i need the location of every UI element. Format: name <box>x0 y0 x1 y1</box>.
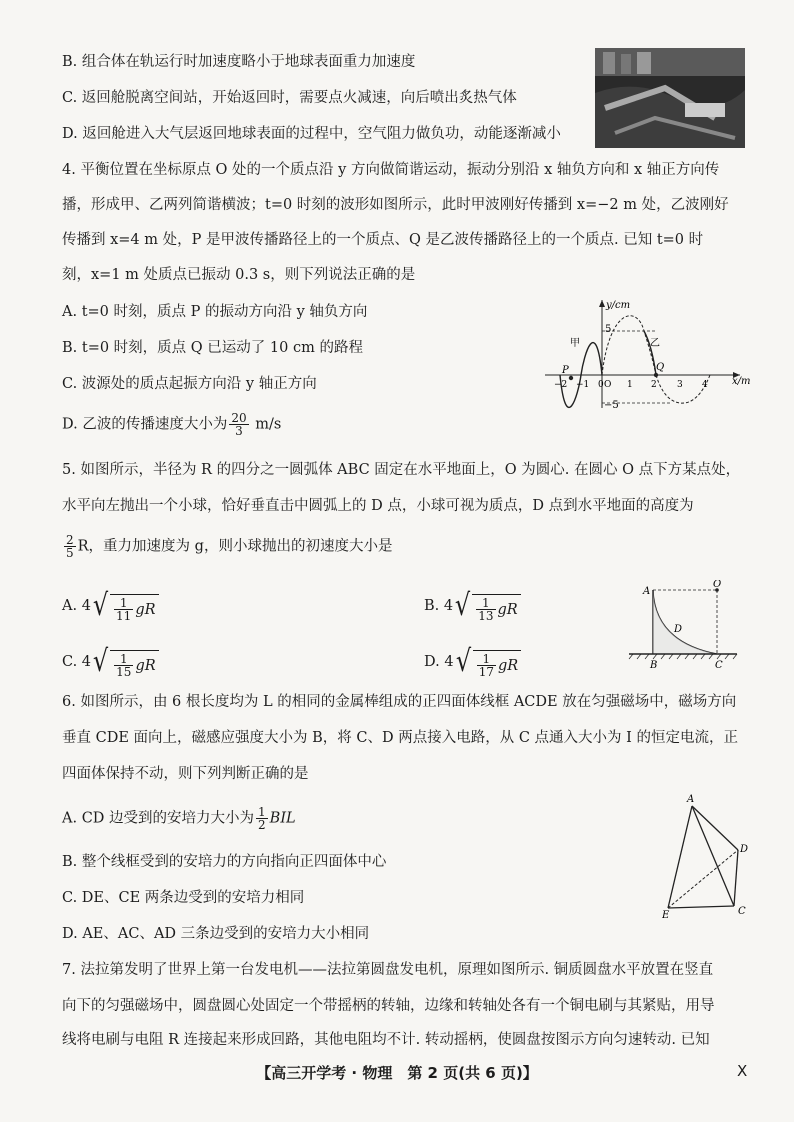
q6-option-d: D. AE、AC、AD 三条边受到的安培力大小相同 <box>62 926 370 942</box>
q6-option-a: A. CD 边受到的安培力大小为 $\frac{1}{2}$ BIL <box>62 805 296 832</box>
q5-stem-line-2: 水平向左抛出一个小球，恰好垂直击中圆弧上的 D 点，小球可视为质点，D 点到水平地面的高度为 <box>62 498 694 514</box>
wave-jia-label: 甲 <box>570 338 580 349</box>
tetra-label-c: C <box>738 906 746 917</box>
arc-label-c: C <box>715 660 723 671</box>
wave-tick: −2 <box>554 380 568 390</box>
wave-tick: 3 <box>677 380 683 390</box>
arc-label-d: D <box>674 624 683 635</box>
q5-option-b: B. 4 √ $\frac{1}{13}$ gR <box>424 590 521 622</box>
q5-stem-line-1: 5. 如图所示，半径为 R 的四分之一圆弧体 ABC 固定在水平地面上，O 为圆心. 在圆心 O 点下方某点处， <box>62 462 741 478</box>
q4-option-a: A. t=0 时刻，质点 P 的振动方向沿 y 轴负方向 <box>62 304 368 320</box>
tetra-label-d: D <box>740 844 749 855</box>
q3-option-c: C. 返回舱脱离空间站，开始返回时，需要点火减速，向后喷出炙热气体 <box>62 90 517 106</box>
q4-stem-line-2: 播，形成甲、乙两列简谐横波；t=0 时刻的波形如图所示，此时甲波刚好传播到 x=−2 m 处，乙波刚好 <box>62 197 729 213</box>
tetra-label-e: E <box>662 910 670 921</box>
wave-point-q: Q <box>656 362 665 373</box>
wave-tick: −1 <box>576 380 590 390</box>
arc-label-o: O <box>713 580 722 590</box>
q5-option-d: D. 4 √ $\frac{1}{17}$ gR <box>424 646 521 678</box>
tetrahedron-diagram <box>662 790 754 922</box>
wave-point-p: P <box>562 365 569 376</box>
wave-y-neg: −5 <box>604 400 619 411</box>
q3-option-d: D. 返回舱进入大气层返回地球表面的过程中，空气阻力做负功，动能逐渐减小 <box>62 126 561 142</box>
q6-option-c: C. DE、CE 两条边受到的安培力相同 <box>62 890 305 906</box>
q4-option-d: D. 乙波的传播速度大小为 $\frac{20}{3}$ m/s <box>62 411 282 438</box>
wave-tick: 2 <box>651 380 657 390</box>
q7-stem-line-3: 线将电刷与电阻 R 连接起来形成回路，其他电阻均不计. 转动摇柄，使圆盘按图示方向匀速转动. 已知 <box>62 1032 710 1048</box>
arc-label-b: B <box>650 660 658 671</box>
q4-stem-line-4: 刻，x=1 m 处质点已振动 0.3 s，则下列说法正确的是 <box>62 267 416 283</box>
q4-stem-line-1: 4. 平衡位置在坐标原点 O 处的一个质点沿 y 方向做简谐运动，振动分别沿 x 轴负方向和 x 轴正方向传 <box>62 162 720 178</box>
arc-label-a: A <box>643 586 651 597</box>
q4-option-c: C. 波源处的质点起振方向沿 y 轴正方向 <box>62 376 317 392</box>
wave-xlabel: x/m <box>732 376 750 387</box>
q6-stem-line-1: 6. 如图所示，由 6 根长度均为 L 的相同的金属棒组成的正四面体线框 ACDE 放在匀强磁场中，磁场方向 <box>62 694 737 710</box>
q4-stem-line-3: 传播到 x=4 m 处，P 是甲波传播路径上的一个质点、Q 是乙波传播路径上的一个质点. 已知 t=0 时 <box>62 232 704 248</box>
q3-option-b: B. 组合体在轨运行时加速度略小于地球表面重力加速度 <box>62 54 416 70</box>
q6-stem-line-2: 垂直 CDE 面向上，磁感应强度大小为 B，将 C、D 两点接入电路，从 C 点通入大小为 I 的恒定电流，正 <box>62 730 738 746</box>
q5-option-c: C. 4 √ $\frac{1}{15}$ gR <box>62 646 159 678</box>
q7-stem-line-2: 向下的匀强磁场中，圆盘圆心处固定一个带摇柄的转轴，边缘和转轴处各有一个铜电刷与其紧贴，用导 <box>62 998 715 1014</box>
page-footer: 【高三开学考 · 物理 第 2 页(共 6 页)】 <box>256 1064 538 1082</box>
q6-option-b: B. 整个线框受到的安培力的方向指向正四面体中心 <box>62 854 387 870</box>
wave-ylabel: y/cm <box>606 300 631 311</box>
arc-diagram <box>625 580 745 672</box>
q7-stem-line-1: 7. 法拉第发明了世界上第一台发电机——法拉第圆盘发电机，原理如图所示. 铜质圆盘水平放置在竖直 <box>62 962 714 978</box>
footer-mark: X <box>737 1062 748 1080</box>
wave-tick: 4 <box>702 380 708 390</box>
q5-option-a: A. 4 √ $\frac{1}{11}$ gR <box>62 590 159 622</box>
tetra-label-a: A <box>687 794 695 805</box>
q6-stem-line-3: 四面体保持不动，则下列判断正确的是 <box>62 766 309 782</box>
q5-stem-line-3: $\frac{2}{5}$ R，重力加速度为 g，则小球抛出的初速度大小是 <box>66 533 393 560</box>
wave-origin-label: O <box>604 380 612 390</box>
q4-option-b: B. t=0 时刻，质点 Q 已运动了 10 cm 的路程 <box>62 340 363 356</box>
wave-tick: 1 <box>627 380 633 390</box>
wave-yi-label: 乙 <box>650 338 660 349</box>
wave-y-pos: 5 <box>605 324 612 335</box>
space-station-photo <box>595 48 745 148</box>
wave-tick-zero: 0 <box>598 380 604 390</box>
wave-diagram <box>540 296 750 414</box>
